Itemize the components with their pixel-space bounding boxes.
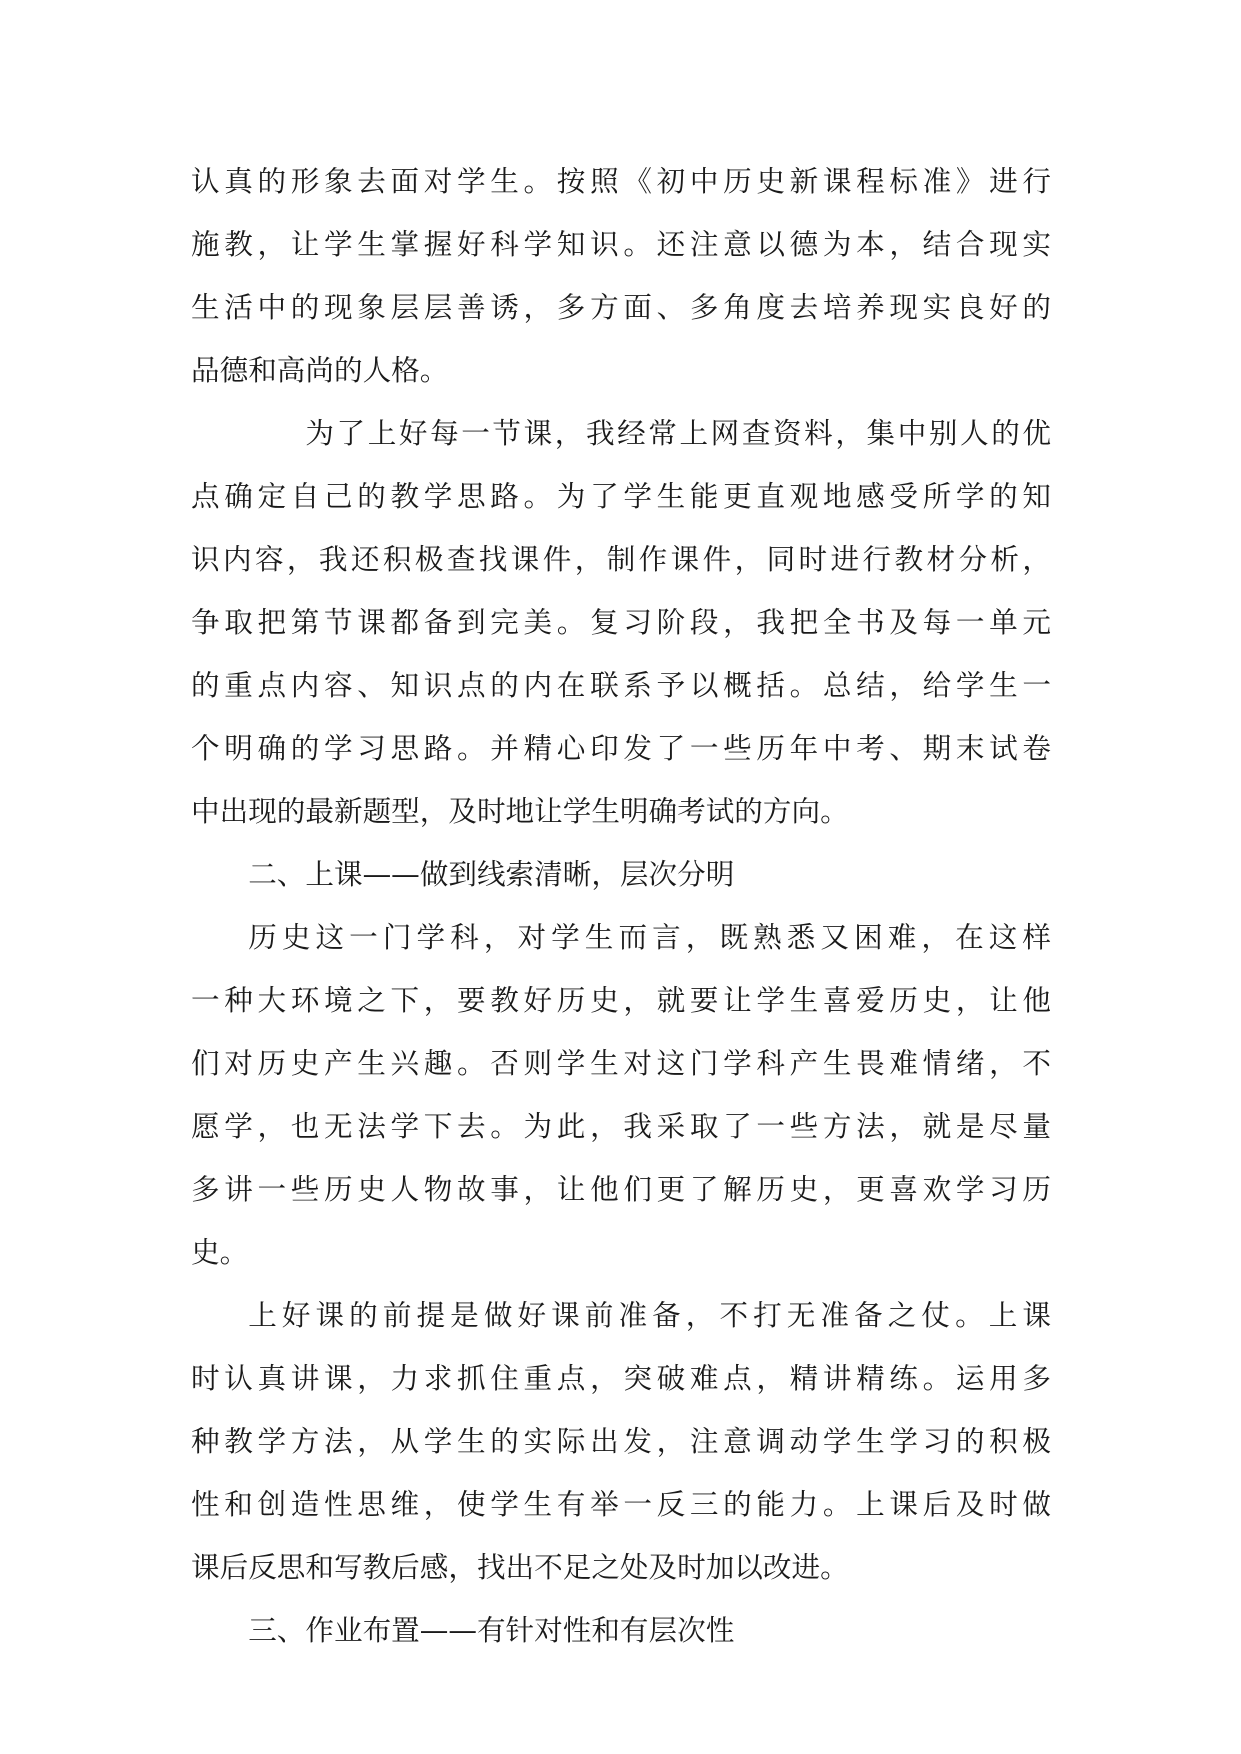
text-line: 多讲一些历史人物故事，让他们更了解历史，更喜欢学习历 <box>191 1172 1051 1206</box>
text-line: 中出现的最新题型，及时地让学生明确考试的方向。 <box>191 794 849 828</box>
text-line: 认真的形象去面对学生。按照《初中历史新课程标准》进行 <box>191 164 1051 198</box>
text-line: 时认真讲课，力求抓住重点，突破难点，精讲精练。运用多 <box>191 1361 1051 1395</box>
text-line: 个明确的学习思路。并精心印发了一些历年中考、期末试卷 <box>191 731 1051 765</box>
text-line: 的重点内容、知识点的内在联系予以概括。总结，给学生一 <box>191 668 1051 702</box>
text-line: 愿学，也无法学下去。为此，我采取了一些方法，就是尽量 <box>191 1109 1051 1143</box>
document-body <box>191 150 1051 1662</box>
text-line: 点确定自己的教学思路。为了学生能更直观地感受所学的知 <box>191 479 1051 513</box>
text-line: 识内容，我还积极查找课件，制作课件，同时进行教材分析， <box>191 542 1051 576</box>
section-heading-3 <box>191 1599 1051 1662</box>
section-heading-2 <box>191 843 1051 906</box>
text-line: 施教，让学生掌握好科学知识。还注意以德为本，结合现实 <box>191 227 1051 261</box>
text-line: 性和创造性思维，使学生有举一反三的能力。上课后及时做 <box>191 1487 1051 1521</box>
heading-line: 三、作业布置——有针对性和有层次性 <box>248 1613 735 1647</box>
text-line: 种教学方法，从学生的实际出发，注意调动学生学习的积极 <box>191 1424 1051 1458</box>
text-line: 品德和高尚的人格。 <box>191 353 449 387</box>
text-line: 史。 <box>191 1235 249 1269</box>
paragraph-2 <box>191 402 1051 843</box>
text-line: 上好课的前提是做好课前准备，不打无准备之仗。上课 <box>248 1298 1051 1332</box>
text-line: 争取把第节课都备到完美。复习阶段，我把全书及每一单元 <box>191 605 1051 639</box>
paragraph-3 <box>191 906 1051 1284</box>
text-line: 历史这一门学科，对学生而言，既熟悉又困难，在这样 <box>248 920 1051 954</box>
text-line: 一种大环境之下，要教好历史，就要让学生喜爱历史，让他 <box>191 983 1051 1017</box>
text-line: 生活中的现象层层善诱，多方面、多角度去培养现实良好的 <box>191 290 1051 324</box>
text-line: 们对历史产生兴趣。否则学生对这门学科产生畏难情绪，不 <box>191 1046 1051 1080</box>
paragraph-4 <box>191 1284 1051 1599</box>
text-line: 课后反思和写教后感，找出不足之处及时加以改进。 <box>191 1550 849 1584</box>
text-line: 为了上好每一节课，我经常上网查资料，集中别人的优 <box>305 416 1051 450</box>
heading-line: 二、上课——做到线索清晰，层次分明 <box>248 857 735 891</box>
paragraph-1 <box>191 150 1051 402</box>
